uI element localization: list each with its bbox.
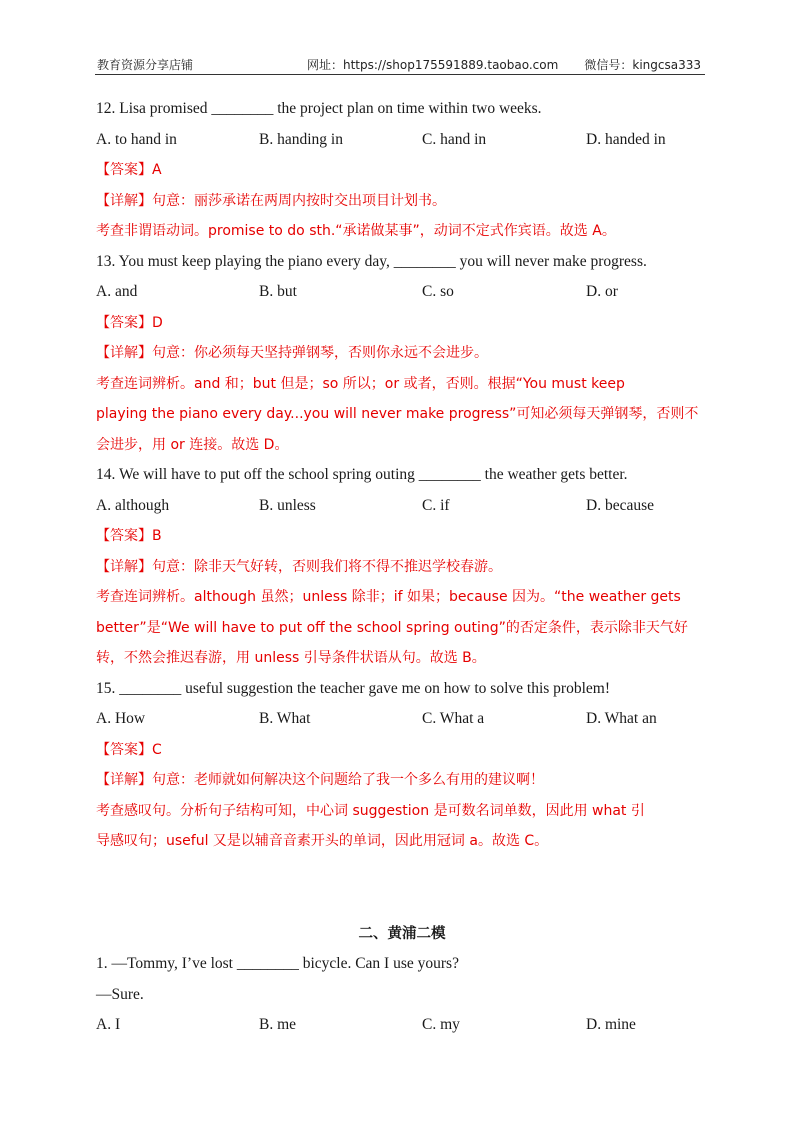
question-15-stem: 15. ________ useful suggestion the teacher gave me on how to solve this problem! bbox=[96, 679, 610, 697]
section-spacer bbox=[96, 857, 708, 888]
question-15-options bbox=[96, 704, 708, 735]
question-15-detail: 【详解】句意：老师就如何解决这个问题给了我一个多么有用的建议啊！ bbox=[96, 772, 544, 788]
question-15-answer: 【答案】C bbox=[96, 741, 162, 758]
option-b: B. What bbox=[259, 710, 311, 727]
option-a: A. I bbox=[96, 1016, 121, 1033]
option-a: A. although bbox=[96, 496, 170, 514]
section-spacer bbox=[96, 888, 708, 919]
question-14-explanation-1: 考查连词辨析。although 虽然；unless 除非；if 如果；because 因为。“the weather gets bbox=[96, 589, 681, 605]
question-14-stem: 14. We will have to put off the school spring outing ________ the weather gets better. bbox=[96, 466, 628, 483]
question-15-explanation-2: 导感叹句；useful 又是以辅音音素开头的单词，因此用冠词 a。故选 C。 bbox=[96, 833, 549, 849]
question-15-explanation-1: 考查感叹句。分析句子结构可知，中心词 suggestion 是可数名词单数，因此用 what 引 bbox=[96, 802, 645, 819]
option-d: D. handed in bbox=[586, 130, 666, 148]
question-14-detail: 【详解】句意：除非天气好转，否则我们将不得不推迟学校春游。 bbox=[96, 558, 502, 575]
section2-question-1-options bbox=[96, 1010, 708, 1041]
question-13-answer: 【答案】D bbox=[96, 314, 163, 331]
option-b: B. but bbox=[259, 283, 297, 300]
section2-question-1-reply: —Sure. bbox=[96, 985, 144, 1003]
option-b: B. handing in bbox=[259, 130, 343, 148]
question-12-explanation: 考查非谓语动词。promise to do sth.“承诺做某事”，动词不定式作宾语。故选 A。 bbox=[96, 223, 616, 239]
option-d: D. What an bbox=[586, 710, 657, 727]
header-wechat: 微信号：kingcsa333 bbox=[584, 58, 701, 72]
option-b: B. unless bbox=[259, 496, 316, 514]
question-13-stem: 13. You must keep playing the piano every day, ________ you will never make progress. bbox=[96, 252, 647, 270]
question-13-explanation-3: 会进步，用 or 连接。故选 D。 bbox=[96, 436, 289, 453]
question-12-detail: 【详解】句意：丽莎承诺在两周内按时交出项目计划书。 bbox=[96, 192, 446, 209]
question-14-answer: 【答案】B bbox=[96, 528, 162, 544]
option-a: A. How bbox=[96, 710, 146, 727]
header-url[interactable]: 网址：https://shop175591889.taobao.com bbox=[307, 58, 559, 72]
option-c: C. hand in bbox=[422, 130, 487, 148]
option-d: D. mine bbox=[586, 1016, 636, 1033]
question-14-explanation-3: 转，不然会推迟春游，用 unless 引导条件状语从句。故选 B。 bbox=[96, 650, 486, 666]
question-13-explanation-1: 考查连词辨析。and 和；but 但是；so 所以；or 或者，否则。根据“You must keep bbox=[96, 375, 625, 392]
option-a: A. and bbox=[96, 283, 138, 300]
document-body bbox=[96, 94, 708, 1041]
option-b: B. me bbox=[259, 1016, 297, 1033]
question-12-stem: 12. Lisa promised ________ the project plan on time within two weeks. bbox=[96, 100, 542, 117]
section-title: 二、黄浦二模 bbox=[358, 925, 446, 942]
header-shop-name: 教育资源分享店铺 bbox=[97, 58, 194, 72]
question-12-answer: 【答案】A bbox=[96, 162, 162, 178]
question-13-options bbox=[96, 277, 708, 308]
option-d: D. because bbox=[586, 496, 654, 514]
option-c: C. What a bbox=[422, 710, 485, 727]
option-a: A. to hand in bbox=[96, 130, 177, 148]
question-13-explanation-2: playing the piano every day...you will never make progress”可知必须每天弹钢琴，否则不 bbox=[96, 406, 699, 422]
option-d: D. or bbox=[586, 283, 618, 300]
option-c: C. my bbox=[422, 1016, 460, 1033]
question-12-options bbox=[96, 125, 708, 156]
question-14-options bbox=[96, 491, 708, 522]
page-header bbox=[95, 56, 705, 75]
option-c: C. if bbox=[422, 496, 450, 514]
section2-question-1-stem: 1. —Tommy, I’ve lost ________ bicycle. Can I use yours? bbox=[96, 955, 459, 972]
option-c: C. so bbox=[422, 283, 454, 300]
question-14-explanation-2: better”是“We will have to put off the school spring outing”的否定条件，表示除非天气好 bbox=[96, 619, 688, 636]
question-13-detail: 【详解】句意：你必须每天坚持弹钢琴，否则你永远不会进步。 bbox=[96, 345, 488, 361]
